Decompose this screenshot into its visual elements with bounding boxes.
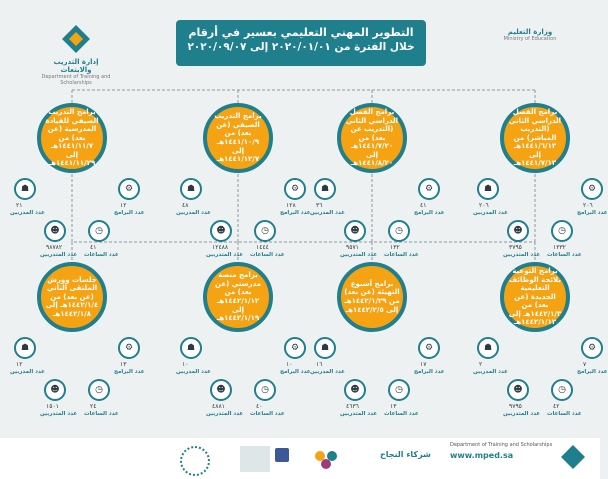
trainers-glyph: ☗ (20, 184, 30, 194)
group-icon (507, 220, 529, 242)
trainers-label: عدد المدربين (176, 369, 211, 375)
partner-logo-2-icon (240, 446, 270, 472)
trainees-count: ١٥٠١ (46, 403, 59, 410)
programs-glyph: ⚙ (290, 343, 300, 353)
programs-label: عدد البرامج (280, 369, 311, 375)
trainers-count: ٢١ (16, 202, 23, 209)
programs-glyph: ⚙ (424, 343, 434, 353)
trainees-count: ١٢٤٨٨ (212, 244, 229, 251)
presenter-icon (314, 337, 336, 359)
trainees-label: عدد المتدربين (40, 252, 78, 258)
clock-icon (88, 220, 110, 242)
ministry-name: وزارة التعليم (507, 28, 553, 36)
trainees-label: عدد المتدربين (206, 252, 244, 258)
hours-count: ١٣٢ (390, 244, 400, 251)
footer-department-logo-icon (560, 444, 586, 470)
hours-count: ٤١ (90, 244, 97, 251)
facebook-icon (275, 448, 289, 462)
title-banner (176, 20, 426, 66)
hours-label: عدد الساعات (250, 252, 285, 258)
group-icon (344, 220, 366, 242)
program-hub: برامج الفصل الدراسي الثاني (التدريب عن بعد) من ١٤٤١/٧/٢٠هـ إلى ١٤٤١/٨/٢٠هـ (337, 103, 407, 173)
trainers-glyph: ☗ (186, 184, 196, 194)
clock-icon (254, 379, 276, 401)
gear-folder-icon (418, 337, 440, 359)
hours-glyph: ◷ (95, 385, 103, 395)
trainers-label: عدد المدربين (310, 369, 345, 375)
clock-icon (254, 220, 276, 242)
programs-glyph: ⚙ (290, 184, 300, 194)
trainees-glyph: ☻ (50, 385, 60, 395)
presenter-icon (14, 337, 36, 359)
trainees-count: ٤٨٨١ (212, 403, 225, 410)
group-icon (507, 379, 529, 401)
trainers-glyph: ☗ (320, 343, 330, 353)
group-icon (344, 379, 366, 401)
gear-folder-icon (284, 337, 306, 359)
hours-glyph: ◷ (261, 226, 269, 236)
clock-icon (88, 379, 110, 401)
programs-glyph: ⚙ (124, 184, 134, 194)
programs-count: ١٢ (120, 202, 127, 209)
trainers-glyph: ☗ (483, 184, 493, 194)
clock-icon (551, 379, 573, 401)
programs-count: ٧ (583, 361, 587, 368)
ministry-name-en: Ministry of Education (503, 36, 557, 42)
trainees-label: عدد المتدربين (503, 252, 541, 258)
programs-count: ١٢٨ (286, 202, 296, 209)
trainees-glyph: ☻ (350, 385, 360, 395)
title-line-1: التطوير المهني التعليمي بعسير في أرقام (188, 26, 414, 39)
clock-icon (388, 379, 410, 401)
hours-count: ١٤٤٤ (256, 244, 269, 251)
trainees-count: ٤٦٣٦ (346, 403, 359, 410)
hours-glyph: ◷ (261, 385, 269, 395)
program-hub: جلسات وورش الملتقى الثاني (عن بعد) من ١٤٤٢/١/٤هـ إلى ١٤٤٢/١/٨هـ (37, 262, 107, 332)
trainers-glyph: ☗ (20, 343, 30, 353)
hours-label: عدد الساعات (547, 411, 582, 417)
trainees-glyph: ☻ (350, 226, 360, 236)
trainers-count: ٢٠٦ (479, 202, 489, 209)
hours-label: عدد الساعات (84, 411, 119, 417)
programs-label: عدد البرامج (114, 369, 145, 375)
hours-count: ٤٠ (256, 403, 263, 410)
footer-dept: Department of Training and Scholarships (450, 442, 553, 448)
trainers-label: عدد المدربين (473, 369, 508, 375)
title-line-2: خلال الفترة من ٢٠٢٠/٠١/٠١ إلى ٢٠٢٠/٠٩/٠٧ (187, 41, 415, 53)
trainers-glyph: ☗ (186, 343, 196, 353)
trainees-count: ٩٥٧١ (346, 244, 359, 251)
programs-glyph: ⚙ (124, 343, 134, 353)
gear-folder-icon (418, 178, 440, 200)
partners-label: شركاء النجاح (380, 450, 431, 459)
trainers-label: عدد المدربين (10, 369, 45, 375)
trainees-glyph: ☻ (216, 226, 226, 236)
trainees-glyph: ☻ (513, 226, 523, 236)
department-logo (40, 24, 112, 86)
programs-count: ١٧ (420, 361, 427, 368)
program-hub: برامج الفصل الدراسي الثاني (التدريب المباشر) من ١٤٤١/٦/١٣هـ إلى ١٤٤١/٧/١٣هـ (500, 103, 570, 173)
trainers-count: ١٢ (16, 361, 23, 368)
group-icon (210, 379, 232, 401)
hours-label: عدد الساعات (84, 252, 119, 258)
department-emblem-icon (61, 24, 91, 54)
group-icon (44, 379, 66, 401)
gear-folder-icon (118, 178, 140, 200)
programs-count: ٢٠٦ (583, 202, 593, 209)
programs-label: عدد البرامج (577, 369, 608, 375)
trainees-count: ٣٧٩٥ (509, 244, 522, 251)
trainers-label: عدد المدربين (310, 210, 345, 216)
trainers-glyph: ☗ (320, 184, 330, 194)
trainees-count: ٩٨٧٨٢ (46, 244, 63, 251)
trainees-label: عدد المتدربين (340, 411, 378, 417)
trainers-label: عدد المدربين (473, 210, 508, 216)
trainees-label: عدد المتدربين (503, 411, 541, 417)
hours-glyph: ◷ (95, 226, 103, 236)
trainers-count: ٤٨ (182, 202, 189, 209)
partner-logo-1-icon (180, 446, 210, 476)
hours-count: ١٣ (390, 403, 397, 410)
programs-glyph: ⚙ (424, 184, 434, 194)
clock-icon (388, 220, 410, 242)
trainers-label: عدد المدربين (10, 210, 45, 216)
gear-folder-icon (284, 178, 306, 200)
group-icon (210, 220, 232, 242)
gear-folder-icon (581, 337, 603, 359)
hours-label: عدد الساعات (384, 411, 419, 417)
department-name-en: Department of Training and Scholarships (41, 74, 111, 86)
program-hub: برامج التدريب الصيفي للقيادة المدرسية (عن بعد) من ١٤٤١/١١/٧هـ إلى ١٤٤١/١١/٢٩هـ (37, 103, 107, 173)
programs-label: عدد البرامج (114, 210, 145, 216)
hours-glyph: ◷ (395, 385, 403, 395)
partner-logo-3-icon (310, 446, 344, 472)
trainers-label: عدد المدربين (176, 210, 211, 216)
clock-icon (551, 220, 573, 242)
department-name: إدارة التدريب والابتعاث (53, 58, 99, 74)
trainees-glyph: ☻ (216, 385, 226, 395)
trainees-label: عدد المتدربين (40, 411, 78, 417)
trainees-glyph: ☻ (513, 385, 523, 395)
hours-glyph: ◷ (558, 385, 566, 395)
trainees-count: ٩٧٩٥ (509, 403, 522, 410)
presenter-icon (180, 178, 202, 200)
footer-url[interactable]: www.mped.sa (450, 451, 514, 460)
presenter-icon (477, 178, 499, 200)
trainers-count: ١٠ (182, 361, 189, 368)
trainers-count: ٢ (479, 361, 483, 368)
trainers-glyph: ☗ (483, 343, 493, 353)
hours-label: عدد الساعات (547, 252, 582, 258)
hours-count: ١٣٣٢ (553, 244, 566, 251)
gear-folder-icon (581, 178, 603, 200)
trainees-label: عدد المتدربين (340, 252, 378, 258)
program-hub: برامج منصة مدرستي (عن بعد) من ١٤٤٢/١/١٢هـ إلى ١٤٤٢/١/١٩هـ (203, 262, 273, 332)
hours-label: عدد الساعات (384, 252, 419, 258)
program-hub: برامج أسبوع التهيئة (عن بعد) من ١٤٤٢/١/٢٩هـ إلى ١٤٤٢/٢/٥هـ (337, 262, 407, 332)
programs-label: عدد البرامج (577, 210, 608, 216)
ministry-logo (490, 28, 570, 42)
trainers-count: ١٦ (316, 361, 323, 368)
programs-label: عدد البرامج (414, 210, 445, 216)
trainees-glyph: ☻ (50, 226, 60, 236)
trainers-count: ٣٦ (316, 202, 323, 209)
hours-label: عدد الساعات (250, 411, 285, 417)
presenter-icon (14, 178, 36, 200)
presenter-icon (477, 337, 499, 359)
group-icon (44, 220, 66, 242)
programs-count: ١٠ (286, 361, 293, 368)
program-hub: برامج التوعية بلائحة الوظائف التعليمية الجديدة (عن بعد) من ١٤٤٢/١/٣هـ إلى ١٤٤٢/١/١٢هـ (500, 262, 570, 332)
programs-label: عدد البرامج (280, 210, 311, 216)
hours-glyph: ◷ (395, 226, 403, 236)
programs-label: عدد البرامج (414, 369, 445, 375)
hours-count: ٤٢ (553, 403, 560, 410)
hours-glyph: ◷ (558, 226, 566, 236)
programs-count: ٤١ (420, 202, 427, 209)
programs-glyph: ⚙ (587, 184, 597, 194)
programs-count: ١٣ (120, 361, 127, 368)
programs-glyph: ⚙ (587, 343, 597, 353)
presenter-icon (314, 178, 336, 200)
hours-count: ٢٤ (90, 403, 97, 410)
trainees-label: عدد المتدربين (206, 411, 244, 417)
program-hub: برامج التدريب الصيفي (عن بعد) من ١٤٤١/١٠/٩هـ إلى ١٤٤١/١٢/٧هـ (203, 103, 273, 173)
presenter-icon (180, 337, 202, 359)
gear-folder-icon (118, 337, 140, 359)
footer (0, 438, 600, 479)
